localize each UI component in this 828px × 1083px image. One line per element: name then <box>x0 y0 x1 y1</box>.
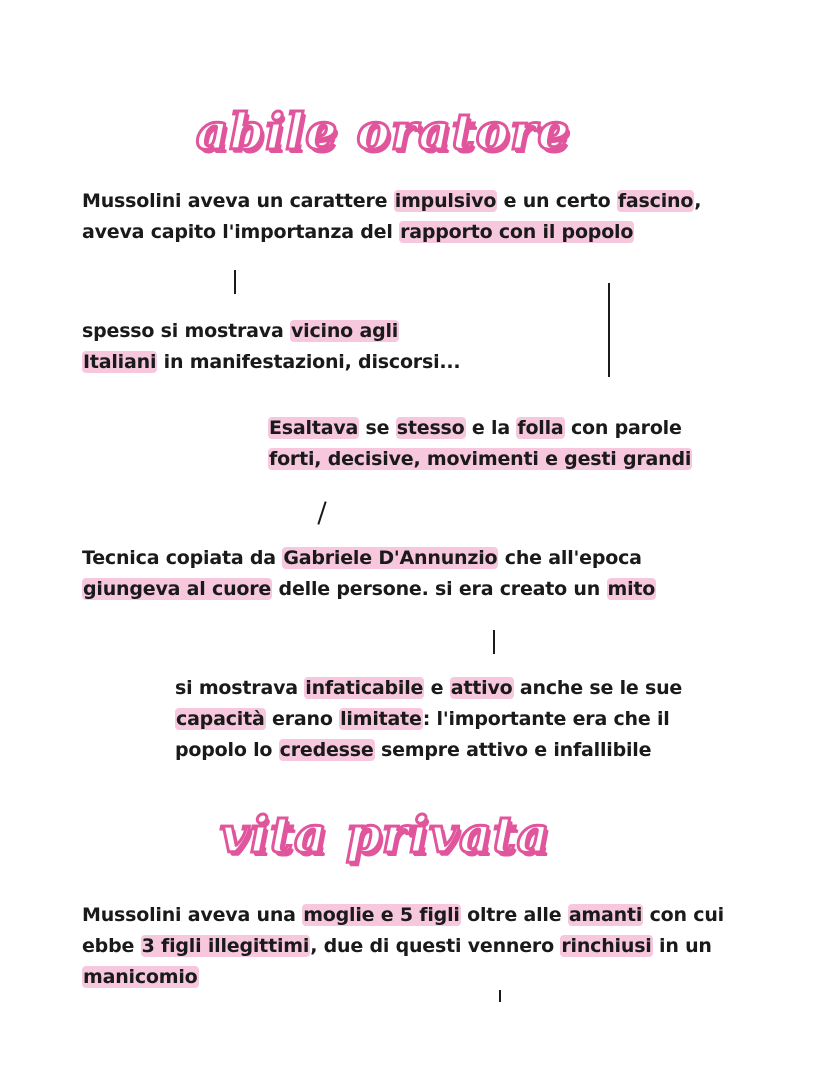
text-segment: in manifestazioni, discorsi... <box>157 351 461 373</box>
highlighted-phrase: rapporto con il popolo <box>400 221 634 243</box>
text-segment: e la <box>465 417 517 439</box>
highlighted-phrase: limitate <box>340 708 422 730</box>
text-segment: e un certo <box>497 190 617 212</box>
highlighted-phrase: infaticabile <box>305 677 424 699</box>
text-line <box>268 413 692 444</box>
text-line <box>175 735 682 766</box>
text-line <box>82 962 724 993</box>
text-line <box>82 543 656 574</box>
text-line <box>82 316 460 347</box>
text-line <box>268 444 692 475</box>
text-segment: ebbe <box>82 935 141 957</box>
connector-line <box>317 501 326 524</box>
text-segment: in un <box>652 935 712 957</box>
paragraph-vicino-italiani <box>82 316 460 378</box>
text-segment: popolo lo <box>175 739 279 761</box>
text-segment: e <box>424 677 450 699</box>
text-line <box>82 900 724 931</box>
text-line <box>82 931 724 962</box>
text-segment: , <box>694 190 702 212</box>
text-segment: si mostrava <box>175 677 305 699</box>
highlighted-phrase: capacità <box>176 708 265 730</box>
text-segment: con cui <box>643 904 724 926</box>
connector-line <box>608 283 610 377</box>
text-segment: con parole <box>564 417 682 439</box>
paragraph-vita-privata <box>82 900 724 993</box>
paragraph-esaltava <box>268 413 692 475</box>
highlighted-phrase: Gabriele D'Annunzio <box>283 547 498 569</box>
paragraph-carattere <box>82 186 701 248</box>
highlighted-phrase: vicino agli <box>290 320 399 342</box>
text-segment: : l'importante era che il <box>422 708 670 730</box>
text-line <box>82 217 701 248</box>
highlighted-phrase: folla <box>517 417 564 439</box>
text-segment: delle persone. si era creato un <box>272 578 607 600</box>
text-line <box>175 673 682 704</box>
text-segment: , due di questi vennero <box>310 935 561 957</box>
highlighted-phrase: attivo <box>450 677 513 699</box>
connector-line <box>493 630 495 654</box>
text-segment: Mussolini aveva un carattere <box>82 190 394 212</box>
highlighted-phrase: forti, decisive, movimenti e gesti grandi <box>269 448 692 470</box>
text-segment: aveva capito l'importanza del <box>82 221 400 243</box>
highlighted-phrase: moglie e 5 figli <box>303 904 460 926</box>
highlighted-phrase: Esaltava <box>269 417 359 439</box>
text-line <box>82 574 656 605</box>
connector-line <box>234 270 236 294</box>
text-segment: spesso si mostrava <box>82 320 290 342</box>
text-line <box>82 186 701 217</box>
highlighted-phrase: rinchiusi <box>561 935 652 957</box>
highlighted-phrase: impulsivo <box>394 190 497 212</box>
title-vita-privata: vita privata <box>220 805 551 864</box>
highlighted-phrase: credesse <box>279 739 374 761</box>
highlighted-phrase: fascino <box>617 190 694 212</box>
connector-line <box>499 990 501 1002</box>
highlighted-phrase: amanti <box>568 904 643 926</box>
highlighted-phrase: mito <box>607 578 656 600</box>
highlighted-phrase: stesso <box>396 417 465 439</box>
text-line <box>175 704 682 735</box>
text-segment: se <box>359 417 396 439</box>
text-segment: erano <box>265 708 340 730</box>
text-segment: che all'epoca <box>498 547 642 569</box>
highlighted-phrase: giungeva al cuore <box>83 578 272 600</box>
text-line <box>82 347 460 378</box>
highlighted-phrase: manicomio <box>83 966 198 988</box>
text-segment: oltre alle <box>460 904 568 926</box>
text-segment: Mussolini aveva una <box>82 904 303 926</box>
text-segment: Tecnica copiata da <box>82 547 283 569</box>
paragraph-dannunzio <box>82 543 656 605</box>
title-abile-oratore: abile oratore <box>196 102 571 161</box>
paragraph-infaticabile <box>175 673 682 766</box>
text-segment: sempre attivo e infallibile <box>374 739 652 761</box>
highlighted-phrase: 3 figli illegittimi <box>141 935 310 957</box>
text-segment: anche se le sue <box>513 677 683 699</box>
highlighted-phrase: Italiani <box>83 351 157 373</box>
